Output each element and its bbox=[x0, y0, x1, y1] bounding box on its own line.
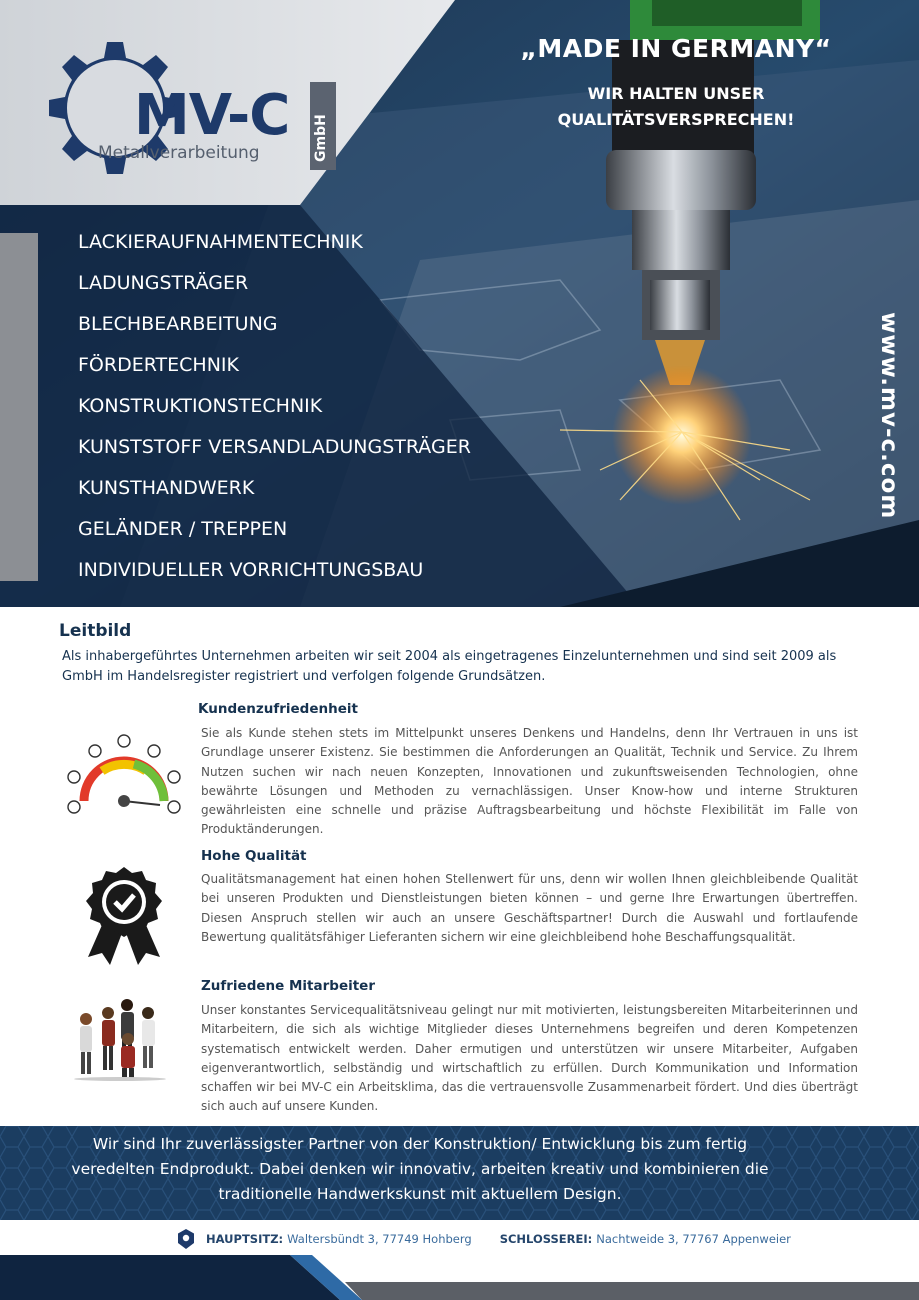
website-url-wrap bbox=[876, 312, 902, 522]
headline-subtitle bbox=[511, 81, 841, 133]
headline bbox=[511, 34, 841, 133]
headline-subtitle-line2: QUALITÄTSVERSPRECHEN! bbox=[557, 110, 795, 129]
service-item: BLECHBEARBEITUNG bbox=[78, 313, 278, 335]
logo-suffix: GmbH bbox=[313, 114, 329, 162]
location-pin-icon bbox=[176, 1228, 196, 1250]
partner-statement-line1: Wir sind Ihr zuverlässigster Partner von der Konstruktion/ Entwicklung bis zum fertig bbox=[92, 1135, 748, 1153]
website-url[interactable]: www.mv-c.com bbox=[876, 312, 902, 520]
leitbild-title: Leitbild bbox=[59, 621, 132, 641]
headline-title: „MADE IN GERMANY“ bbox=[520, 34, 832, 63]
team-people-icon bbox=[72, 999, 170, 1081]
logo-suffix-box bbox=[310, 82, 336, 170]
logo-name: MV-C bbox=[134, 83, 290, 148]
partner-statement bbox=[40, 1132, 800, 1207]
section-text-zufriedene-mitarbeiter: Unser konstantes Servicequalitätsniveau gelingt nur mit motivierten, leistungsbereiten Mitarbeiterinnen und Mitarbeitern, die sich als wichtige Mitglieder dieses Unternehmens begreifen und deren Kompetenzen systematisch entwickelt werden. Daher ermutigen und unterstützen wir unsere Mitarbeiter, Aufgaben eigenverantwortlich, selbständig und wirtschaftlich zu erfüllen. Durch Kommunikation und Information schaffen wir bei MV-C ein Arbeitsklima, das die vertrauensvolle Zusammenarbeit fördert. Und dies überträgt sich auch auf unsere Kunden. bbox=[201, 1003, 858, 1114]
quality-badge-icon bbox=[84, 865, 164, 967]
service-item: LACKIERAUFNAHMENTECHNIK bbox=[78, 231, 363, 253]
section-text-hohe-qualitaet: Qualitätsmanagement hat einen hohen Stellenwert für uns, denn wir wollen Ihnen gleichbleibende Qualität bei unseren Produkten und Dienstleistungen bieten können – und gerne Ihre Erwartungen übertreffen. Diesen Anspruch stellen wir auch an unsere Geschäftspartner! Durch die Auswahl und fortlaufende Bewertung qualitätsfähiger Lieferanten sichern wir eine gleichbleibend hohe Beschaffungsqualität. bbox=[201, 872, 858, 944]
hq-label: HAUPTSITZ: bbox=[206, 1232, 284, 1246]
leitbild-intro: Als inhabergeführtes Unternehmen arbeiten wir seit 2004 als eingetragenes Einzelunternehmen und sind seit 2009 als GmbH im Handelsregister registriert und verfolgen folgende Grundsätzen. bbox=[62, 649, 837, 684]
service-item: FÖRDERTECHNIK bbox=[78, 354, 239, 376]
address-bar bbox=[176, 1228, 791, 1250]
service-item: GELÄNDER / TREPPEN bbox=[78, 518, 288, 540]
section-title-zufriedene-mitarbeiter: Zufriedene Mitarbeiter bbox=[201, 978, 375, 994]
hq-address: Waltersbündt 3, 77749 Hohberg bbox=[287, 1232, 472, 1246]
service-item: KONSTRUKTIONSTECHNIK bbox=[78, 395, 323, 417]
footer-decoration bbox=[0, 1255, 919, 1300]
workshop-address: Nachtweide 3, 77767 Appenweier bbox=[596, 1232, 791, 1246]
partner-statement-line2: veredelten Endprodukt. Dabei denken wir innovativ, arbeiten kreativ und kombinieren die bbox=[71, 1160, 769, 1178]
company-logo bbox=[40, 22, 340, 192]
logo-tagline: Metallverarbeitung bbox=[98, 143, 260, 163]
section-title-kundenzufriedenheit: Kundenzufriedenheit bbox=[198, 701, 358, 717]
service-item: INDIVIDUELLER VORRICHTUNGSBAU bbox=[78, 559, 424, 581]
service-item: LADUNGSTRÄGER bbox=[78, 272, 249, 294]
partner-statement-band bbox=[0, 1126, 919, 1220]
services-list bbox=[78, 228, 471, 597]
headline-subtitle-line1: WIR HALTEN UNSER bbox=[587, 84, 765, 103]
workshop-label: SCHLOSSEREI: bbox=[499, 1232, 593, 1246]
hero-banner bbox=[0, 0, 919, 607]
section-title-hohe-qualitaet: Hohe Qualität bbox=[201, 848, 307, 864]
partner-statement-line3: traditionelle Handwerkskunst mit aktuellem Design. bbox=[218, 1185, 622, 1203]
section-text-kundenzufriedenheit: Sie als Kunde stehen stets im Mittelpunkt unseres Denkens und Handelns, denn Ihr Vertrauen in uns ist Grundlage unserer Existenz. Sie bestimmen die Anforderungen an Qualität, Technik und Service. Zu Ihrem Nutzen suchen wir nach neuen Konzepten, Innovationen und zukunftsweisenden Technologien, ohne bewährte Lösungen und Methoden zu vernachlässigen. Unser Know-how und interne Strukturen gewährleisten eine schnelle und präzise Auftragsbearbeitung und höchste Flexibilität im Falle von Produktänderungen. bbox=[201, 726, 858, 837]
service-item: KUNSTSTOFF VERSANDLADUNGSTRÄGER bbox=[78, 436, 471, 458]
satisfaction-gauge-icon bbox=[62, 731, 186, 823]
service-item: KUNSTHANDWERK bbox=[78, 477, 255, 499]
